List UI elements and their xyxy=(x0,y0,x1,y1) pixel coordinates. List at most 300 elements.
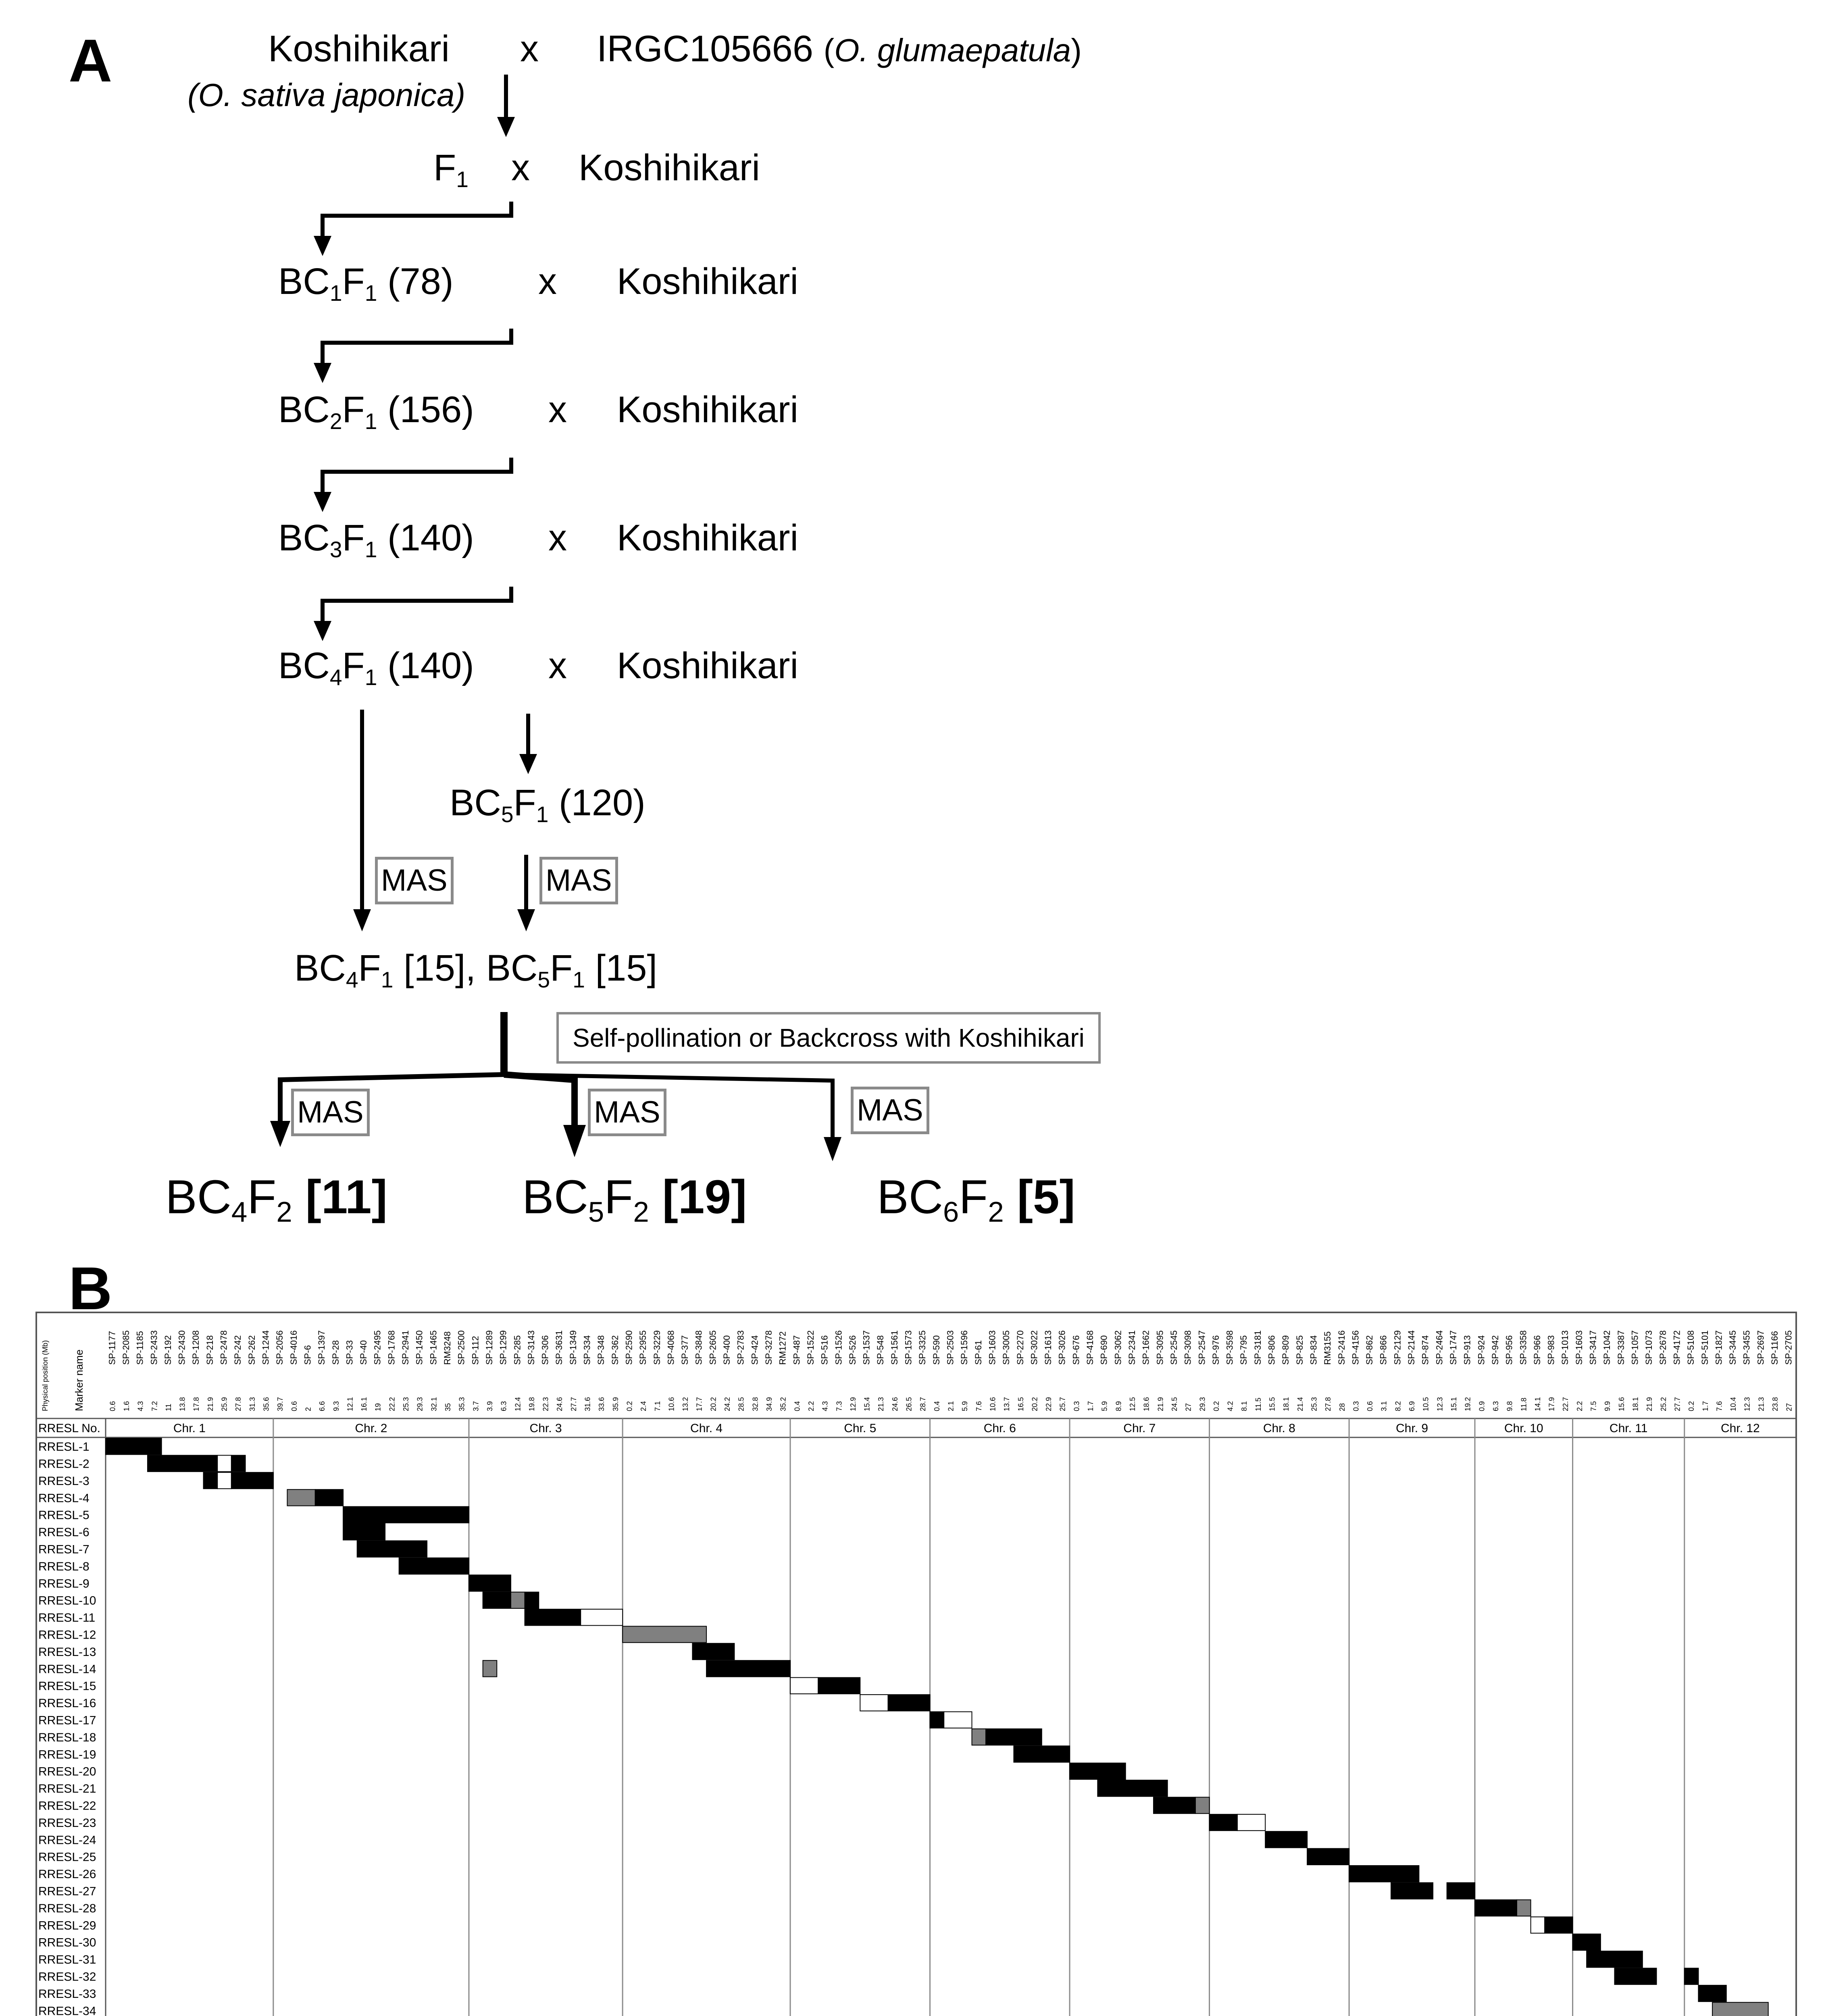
marker-name: SP-2085 xyxy=(121,1330,131,1365)
genotype-segment xyxy=(483,1660,497,1677)
marker-name: SP-806 xyxy=(1266,1335,1277,1365)
marker-name: SP-192 xyxy=(162,1335,173,1365)
marker-position: 20.2 xyxy=(709,1397,718,1411)
line-label: RRESL-28 xyxy=(38,1901,96,1915)
marker-position: 9.3 xyxy=(332,1401,340,1411)
marker-position: 9.8 xyxy=(1505,1401,1514,1411)
marker-position: 24.2 xyxy=(723,1397,732,1411)
marker-position: 28.5 xyxy=(737,1397,745,1411)
marker-name: SP-983 xyxy=(1546,1335,1556,1365)
marker-position: 27.8 xyxy=(1324,1397,1333,1411)
marker-position: 19.8 xyxy=(527,1397,536,1411)
line-label: RRESL-9 xyxy=(38,1577,90,1591)
marker-name: SP-1596 xyxy=(959,1330,970,1365)
marker-position: 22.7 xyxy=(1562,1397,1570,1411)
marker-position: 26.5 xyxy=(905,1397,913,1411)
marker-name: SP-424 xyxy=(750,1335,760,1365)
marker-position: 10.6 xyxy=(667,1397,676,1411)
marker-name: SP-28 xyxy=(330,1340,341,1365)
genotype-segment xyxy=(1573,1934,1601,1950)
marker-name: SP-2430 xyxy=(177,1330,187,1365)
marker-position: 12.5 xyxy=(1128,1397,1137,1411)
genotype-segment xyxy=(343,1524,385,1540)
genotype-segment xyxy=(1517,1900,1531,1916)
marker-name: SP-1662 xyxy=(1141,1330,1151,1365)
marker-name: SP-362 xyxy=(610,1335,620,1365)
marker-name: SP-1299 xyxy=(498,1330,508,1365)
genotype-segment xyxy=(148,1455,217,1471)
marker-name: SP-4068 xyxy=(666,1330,676,1365)
line-label: RRESL-24 xyxy=(38,1833,96,1847)
chromosome-label: Chr. 3 xyxy=(529,1422,562,1435)
genotype-segment xyxy=(623,1626,706,1642)
marker-name: SP-61 xyxy=(973,1340,983,1365)
marker-name: SP-956 xyxy=(1504,1335,1514,1365)
marker-position: 18.1 xyxy=(1631,1397,1640,1411)
marker-name: SP-1208 xyxy=(191,1330,201,1365)
marker-position: 8.1 xyxy=(1240,1401,1249,1411)
marker-name: SP-2605 xyxy=(708,1330,718,1365)
chromosome-label: Chr. 10 xyxy=(1504,1422,1543,1435)
genotype-segment xyxy=(217,1472,231,1489)
marker-position: 11.8 xyxy=(1520,1397,1528,1411)
marker-position: 20.2 xyxy=(1031,1397,1039,1411)
line-label: RRESL-8 xyxy=(38,1560,90,1573)
genotype-segment xyxy=(1014,1746,1070,1762)
marker-position: 1.7 xyxy=(1087,1401,1095,1411)
cross-symbol-bc1: x xyxy=(538,261,557,302)
marker-position: 27 xyxy=(1785,1403,1793,1411)
parent2-name: IRGC105666 xyxy=(597,28,813,69)
marker-name: SP-112 xyxy=(470,1336,481,1365)
line-label: RRESL-23 xyxy=(38,1816,96,1830)
final-bc4f2: BC4F2 [11] xyxy=(165,1170,387,1229)
marker-name: SP-285 xyxy=(512,1335,523,1365)
marker-position: 24.6 xyxy=(556,1397,564,1411)
line-label: RRESL-19 xyxy=(38,1748,96,1762)
marker-position: 39.7 xyxy=(276,1397,285,1411)
chromosome-label: Chr. 2 xyxy=(355,1422,387,1435)
parent2-species-open: ( xyxy=(823,32,835,68)
bc2f1-label: BC2F1 (156) xyxy=(278,389,474,434)
marker-name: SP-3387 xyxy=(1616,1330,1626,1365)
marker-name: SP-795 xyxy=(1239,1335,1249,1365)
marker-name: SP-2464 xyxy=(1434,1330,1445,1365)
marker-position: 25.7 xyxy=(1058,1397,1067,1411)
marker-position: 2 xyxy=(304,1407,312,1411)
marker-position: 6.3 xyxy=(1491,1401,1500,1411)
marker-name: SP-3455 xyxy=(1741,1330,1752,1365)
mas-box-3: MAS xyxy=(291,1089,370,1136)
line-label: RRESL-21 xyxy=(38,1782,96,1796)
line-label: RRESL-7 xyxy=(38,1543,90,1556)
line-label: RRESL-14 xyxy=(38,1662,96,1676)
marker-name: SP-1042 xyxy=(1602,1330,1612,1365)
marker-name: SP-1289 xyxy=(484,1330,494,1365)
marker-name: RM3155 xyxy=(1322,1331,1333,1365)
marker-name: SP-966 xyxy=(1532,1335,1542,1365)
recurrent-bc1: Koshihikari xyxy=(617,261,798,302)
marker-position: 34.9 xyxy=(765,1397,774,1411)
genotype-segment xyxy=(1195,1797,1210,1813)
marker-name: RM1272 xyxy=(777,1331,788,1365)
marker-name: SP-3848 xyxy=(693,1330,704,1365)
marker-name: SP-2941 xyxy=(400,1330,411,1365)
mas-box-1: MAS xyxy=(375,857,454,904)
genotype-segment xyxy=(1210,1814,1237,1831)
marker-position: 5.9 xyxy=(1100,1401,1109,1411)
recurrent-bc2: Koshihikari xyxy=(617,389,798,430)
line-label: RRESL-34 xyxy=(38,2004,96,2016)
genotype-segment xyxy=(986,1729,1042,1745)
genotype-segment xyxy=(287,1489,315,1506)
marker-position: 7.6 xyxy=(975,1401,983,1411)
genotype-segment xyxy=(1587,1951,1643,1967)
genotype-segment xyxy=(944,1712,972,1728)
marker-name: SP-1397 xyxy=(317,1330,327,1365)
marker-position: 11 xyxy=(164,1404,173,1411)
genotype-segment xyxy=(1545,1917,1572,1933)
bc3f1-label: BC3F1 (140) xyxy=(278,517,474,562)
marker-position: 25.3 xyxy=(1310,1397,1318,1411)
marker-position: 13.8 xyxy=(178,1397,187,1411)
line-label: RRESL-11 xyxy=(38,1611,96,1625)
genotype-segment xyxy=(217,1455,231,1471)
marker-name: SP-2545 xyxy=(1168,1330,1179,1365)
chromosome-label: Chr. 7 xyxy=(1123,1422,1156,1435)
genotype-segment xyxy=(1307,1849,1349,1865)
marker-name: SP-1603 xyxy=(1574,1330,1584,1365)
line-label: RRESL-2 xyxy=(38,1457,90,1471)
genotype-segment xyxy=(1615,1968,1657,1984)
marker-name: SP-913 xyxy=(1462,1335,1472,1365)
marker-position: 35.9 xyxy=(611,1397,620,1411)
marker-name: SP-3062 xyxy=(1113,1330,1123,1365)
genotype-segment xyxy=(357,1541,427,1557)
marker-name: SP-862 xyxy=(1364,1335,1375,1365)
marker-position: 7.2 xyxy=(150,1401,159,1411)
marker-name: SP-1013 xyxy=(1560,1330,1570,1365)
marker-position: 25.9 xyxy=(220,1397,229,1411)
marker-name: SP-866 xyxy=(1378,1335,1389,1365)
marker-name: SP-2129 xyxy=(1392,1330,1403,1365)
marker-name: SP-400 xyxy=(722,1335,732,1365)
marker-position: 21.3 xyxy=(877,1397,885,1411)
marker-position: 32.1 xyxy=(430,1397,438,1411)
marker-name: RM3248 xyxy=(442,1331,452,1365)
line-label: RRESL-4 xyxy=(38,1491,90,1505)
line-label: RRESL-22 xyxy=(38,1799,96,1813)
marker-position: 12.3 xyxy=(1743,1397,1751,1411)
marker-position: 7.3 xyxy=(835,1401,843,1411)
marker-position: 0.2 xyxy=(1212,1401,1220,1411)
chromosome-label: Chr. 1 xyxy=(173,1422,206,1435)
genotype-segment xyxy=(231,1472,273,1489)
marker-name: SP-676 xyxy=(1071,1335,1081,1365)
line-label: RRESL-27 xyxy=(38,1885,96,1898)
marker-name: SP-3325 xyxy=(917,1330,928,1365)
marker-position: 6.6 xyxy=(318,1401,327,1411)
marker-position: 4.3 xyxy=(821,1401,829,1411)
marker-position: 7.5 xyxy=(1589,1401,1598,1411)
line-label: RRESL-20 xyxy=(38,1765,96,1779)
genotype-segment xyxy=(1265,1831,1307,1847)
marker-position: 23.8 xyxy=(1771,1397,1780,1411)
marker-position: 4.3 xyxy=(136,1401,145,1411)
marker-name: SP-1465 xyxy=(428,1330,439,1365)
marker-position: 21.9 xyxy=(1645,1397,1654,1411)
line-label: RRESL-16 xyxy=(38,1697,96,1710)
marker-position: 17.8 xyxy=(192,1397,201,1411)
genotype-segment xyxy=(888,1695,930,1711)
marker-name: SP-2416 xyxy=(1336,1330,1347,1365)
cross-symbol-f1: x xyxy=(511,147,530,188)
marker-position: 28 xyxy=(1338,1403,1346,1411)
marker-position: 3.9 xyxy=(485,1401,494,1411)
marker-name: SP-1603 xyxy=(987,1330,997,1365)
marker-name: SP-1561 xyxy=(889,1330,900,1365)
marker-name: SP-487 xyxy=(791,1335,802,1365)
marker-position: 11.5 xyxy=(1254,1397,1262,1411)
marker-name: SP-348 xyxy=(596,1335,606,1365)
marker-position: 35 xyxy=(444,1403,452,1411)
marker-name: SP-3095 xyxy=(1155,1330,1165,1365)
marker-position: 16.1 xyxy=(360,1397,369,1411)
genotype-segment xyxy=(315,1489,343,1506)
marker-name: SP-1073 xyxy=(1644,1330,1654,1365)
genotype-segment xyxy=(231,1455,246,1471)
marker-position: 3.7 xyxy=(472,1401,480,1411)
cross-symbol: x xyxy=(520,28,539,69)
marker-name: SP-3143 xyxy=(526,1330,536,1365)
parent2-species: O. glumaepatula xyxy=(834,32,1071,68)
line-label: RRESL-1 xyxy=(38,1440,90,1454)
genotype-segment xyxy=(1531,1917,1545,1933)
marker-name: SP-3417 xyxy=(1588,1330,1598,1365)
marker-position: 0.6 xyxy=(108,1401,117,1411)
line-label: RRESL-15 xyxy=(38,1679,96,1693)
line-label: RRESL-31 xyxy=(38,1953,96,1967)
marker-name: SP-1613 xyxy=(1043,1330,1054,1365)
marker-position: 25.2 xyxy=(1659,1397,1668,1411)
line-label: RRESL-33 xyxy=(38,1987,96,2001)
marker-name: SP-2500 xyxy=(456,1330,466,1365)
marker-position: 9.9 xyxy=(1603,1401,1612,1411)
genotype-segment xyxy=(525,1609,581,1625)
panel-b-letter: B xyxy=(69,1254,112,1322)
marker-position: 19.2 xyxy=(1464,1397,1472,1411)
marker-name: SP-516 xyxy=(819,1335,830,1365)
marker-name: SP-590 xyxy=(931,1335,941,1365)
marker-position: 27 xyxy=(1184,1403,1193,1411)
marker-position: 17.7 xyxy=(695,1397,704,1411)
chromosome-label: Chr. 11 xyxy=(1609,1422,1648,1435)
genotype-segment xyxy=(818,1678,860,1694)
marker-position: 0.3 xyxy=(1072,1401,1081,1411)
marker-name: SP-834 xyxy=(1308,1335,1319,1365)
line-label: RRESL-32 xyxy=(38,1970,96,1984)
marker-position: 10.6 xyxy=(989,1397,997,1411)
marker-name: SP-1177 xyxy=(107,1331,117,1365)
marker-position: 22.3 xyxy=(541,1397,550,1411)
marker-position: 1.7 xyxy=(1701,1401,1710,1411)
marker-name: SP-2495 xyxy=(372,1330,383,1365)
marker-name: SP-1244 xyxy=(260,1330,271,1365)
marker-position: 22.9 xyxy=(1045,1397,1053,1411)
marker-name: SP-809 xyxy=(1281,1335,1291,1365)
marker-position: 21.3 xyxy=(1757,1397,1766,1411)
genotype-segment xyxy=(343,1507,469,1523)
bc4f1-label: BC4F1 (140) xyxy=(278,645,474,690)
marker-position: 31.3 xyxy=(248,1397,256,1411)
marker-name: SP-874 xyxy=(1420,1335,1431,1365)
marker-name: SP-690 xyxy=(1099,1335,1109,1365)
position-header-label: Physical position (Mb) xyxy=(41,1340,49,1411)
final-bc5f2: BC5F2 [19] xyxy=(522,1170,747,1229)
marker-position: 21.4 xyxy=(1296,1397,1304,1411)
chromosome-label: Chr. 12 xyxy=(1721,1422,1760,1435)
cross-symbol-bc3: x xyxy=(548,517,567,558)
genotype-segment xyxy=(511,1592,525,1608)
marker-name: SP-2270 xyxy=(1015,1330,1025,1365)
marker-name: SP-2955 xyxy=(638,1330,648,1365)
marker-position: 22.2 xyxy=(388,1397,396,1411)
marker-name: SP-1057 xyxy=(1630,1330,1640,1365)
marker-name: SP-3229 xyxy=(652,1330,662,1365)
marker-position: 27.7 xyxy=(569,1397,578,1411)
marker-name: SP-1768 xyxy=(386,1330,397,1365)
marker-position: 12.1 xyxy=(346,1397,354,1411)
marker-position: 24.6 xyxy=(891,1397,899,1411)
marker-name: SP-40 xyxy=(358,1340,369,1365)
marker-name: SP-2503 xyxy=(945,1330,956,1365)
genotype-segment xyxy=(1447,1883,1475,1899)
marker-position: 0.9 xyxy=(1478,1401,1486,1411)
marker-name: SP-334 xyxy=(582,1335,592,1365)
marker-position: 29.3 xyxy=(1198,1397,1207,1411)
marker-name: SP-2678 xyxy=(1657,1330,1668,1365)
marker-name: SP-3598 xyxy=(1224,1330,1235,1365)
marker-name: SP-1522 xyxy=(805,1330,816,1365)
chromosome-label: Chr. 5 xyxy=(844,1422,877,1435)
marker-name: SP-2478 xyxy=(219,1330,229,1365)
marker-name: SP-4172 xyxy=(1672,1330,1682,1365)
self-pollination-box: Self-pollination or Backcross with Koshihikari xyxy=(556,1012,1101,1064)
marker-name: SP-4156 xyxy=(1350,1330,1361,1365)
genotype-segment xyxy=(1154,1797,1195,1813)
marker-position: 16.5 xyxy=(1016,1397,1025,1411)
marker-name: SP-2705 xyxy=(1783,1330,1794,1365)
marker-name: SP-4016 xyxy=(288,1330,299,1365)
marker-position: 0.4 xyxy=(793,1401,802,1411)
genotype-segment xyxy=(469,1575,511,1591)
genotype-segment xyxy=(1349,1866,1419,1882)
chromosome-label: Chr. 6 xyxy=(983,1422,1016,1435)
marker-name: SP-3022 xyxy=(1029,1330,1039,1365)
genotype-segment xyxy=(1391,1883,1433,1899)
marker-position: 27.8 xyxy=(234,1397,243,1411)
line-label: RRESL-5 xyxy=(38,1508,90,1522)
marker-position: 7.6 xyxy=(1715,1401,1724,1411)
parent1-name: Koshihikari xyxy=(268,28,450,69)
marker-position: 12.3 xyxy=(1436,1397,1444,1411)
chromosome-label: Chr. 9 xyxy=(1396,1422,1428,1435)
marker-position: 8.9 xyxy=(1114,1401,1123,1411)
marker-position: 21.9 xyxy=(1156,1397,1165,1411)
line-label: RRESL-29 xyxy=(38,1919,96,1933)
marker-position: 6.3 xyxy=(500,1401,508,1411)
marker-position: 32.8 xyxy=(751,1397,760,1411)
marker-name: SP-548 xyxy=(875,1335,886,1365)
marker-name: SP-3278 xyxy=(764,1330,774,1365)
bc5f1-label: BC5F1 (120) xyxy=(450,782,646,827)
genotype-segment xyxy=(483,1592,511,1608)
marker-position: 0.2 xyxy=(1687,1401,1696,1411)
marker-position: 2.2 xyxy=(1575,1401,1584,1411)
marker-position: 6.9 xyxy=(1408,1401,1416,1411)
marker-header-label: Marker name xyxy=(73,1349,85,1411)
panel-a-letter: A xyxy=(69,27,112,94)
marker-position: 27.7 xyxy=(1673,1397,1682,1411)
recurrent-f1: Koshihikari xyxy=(579,147,760,188)
marker-position: 15.6 xyxy=(1617,1397,1626,1411)
marker-name: SP-942 xyxy=(1490,1335,1500,1365)
marker-position: 15.1 xyxy=(1450,1397,1458,1411)
genotype-segment xyxy=(204,1472,218,1489)
marker-position: 0.3 xyxy=(1352,1401,1360,1411)
marker-name: SP-1450 xyxy=(414,1330,425,1365)
marker-name: SP-2341 xyxy=(1127,1330,1137,1365)
marker-name: SP-3181 xyxy=(1252,1330,1263,1365)
line-label: RRESL-6 xyxy=(38,1526,90,1539)
line-label: RRESL-13 xyxy=(38,1645,96,1659)
marker-name: SP-825 xyxy=(1294,1335,1305,1365)
marker-position: 5.9 xyxy=(961,1401,969,1411)
marker-name: SP-1827 xyxy=(1714,1330,1724,1365)
genotype-segment xyxy=(525,1592,539,1608)
chromosome-label: Chr. 8 xyxy=(1263,1422,1295,1435)
marker-name: SP-3358 xyxy=(1518,1330,1528,1365)
marker-name: SP-1526 xyxy=(833,1330,844,1365)
marker-position: 3.1 xyxy=(1380,1401,1388,1411)
parent2-species-close: ) xyxy=(1071,32,1082,68)
marker-name: SP-377 xyxy=(680,1335,690,1365)
marker-name: SP-3005 xyxy=(1001,1330,1012,1365)
marker-position: 18.1 xyxy=(1282,1397,1291,1411)
marker-name: SP-1573 xyxy=(903,1330,914,1365)
line-label: RRESL-30 xyxy=(38,1936,96,1949)
line-label: RRESL-10 xyxy=(38,1594,96,1608)
genotype-segment xyxy=(581,1609,623,1625)
marker-position: 28.7 xyxy=(919,1397,927,1411)
marker-position: 2.2 xyxy=(807,1401,815,1411)
marker-position: 33.6 xyxy=(598,1397,606,1411)
marker-name: SP-924 xyxy=(1476,1335,1487,1365)
genotype-segment xyxy=(1475,1900,1517,1916)
genotype-segment xyxy=(692,1643,734,1660)
marker-position: 10.4 xyxy=(1729,1397,1738,1411)
marker-name: SP-526 xyxy=(847,1335,858,1365)
marker-name: SP-2697 xyxy=(1755,1330,1766,1365)
marker-position: 2.1 xyxy=(947,1401,955,1411)
marker-position: 31.6 xyxy=(583,1397,592,1411)
marker-position: 10.5 xyxy=(1422,1397,1430,1411)
marker-position: 29.3 xyxy=(416,1397,424,1411)
marker-name: SP-5101 xyxy=(1699,1330,1710,1365)
marker-position: 21.9 xyxy=(206,1397,214,1411)
genotype-segment xyxy=(930,1712,944,1728)
marker-name: SP-1185 xyxy=(135,1331,145,1365)
